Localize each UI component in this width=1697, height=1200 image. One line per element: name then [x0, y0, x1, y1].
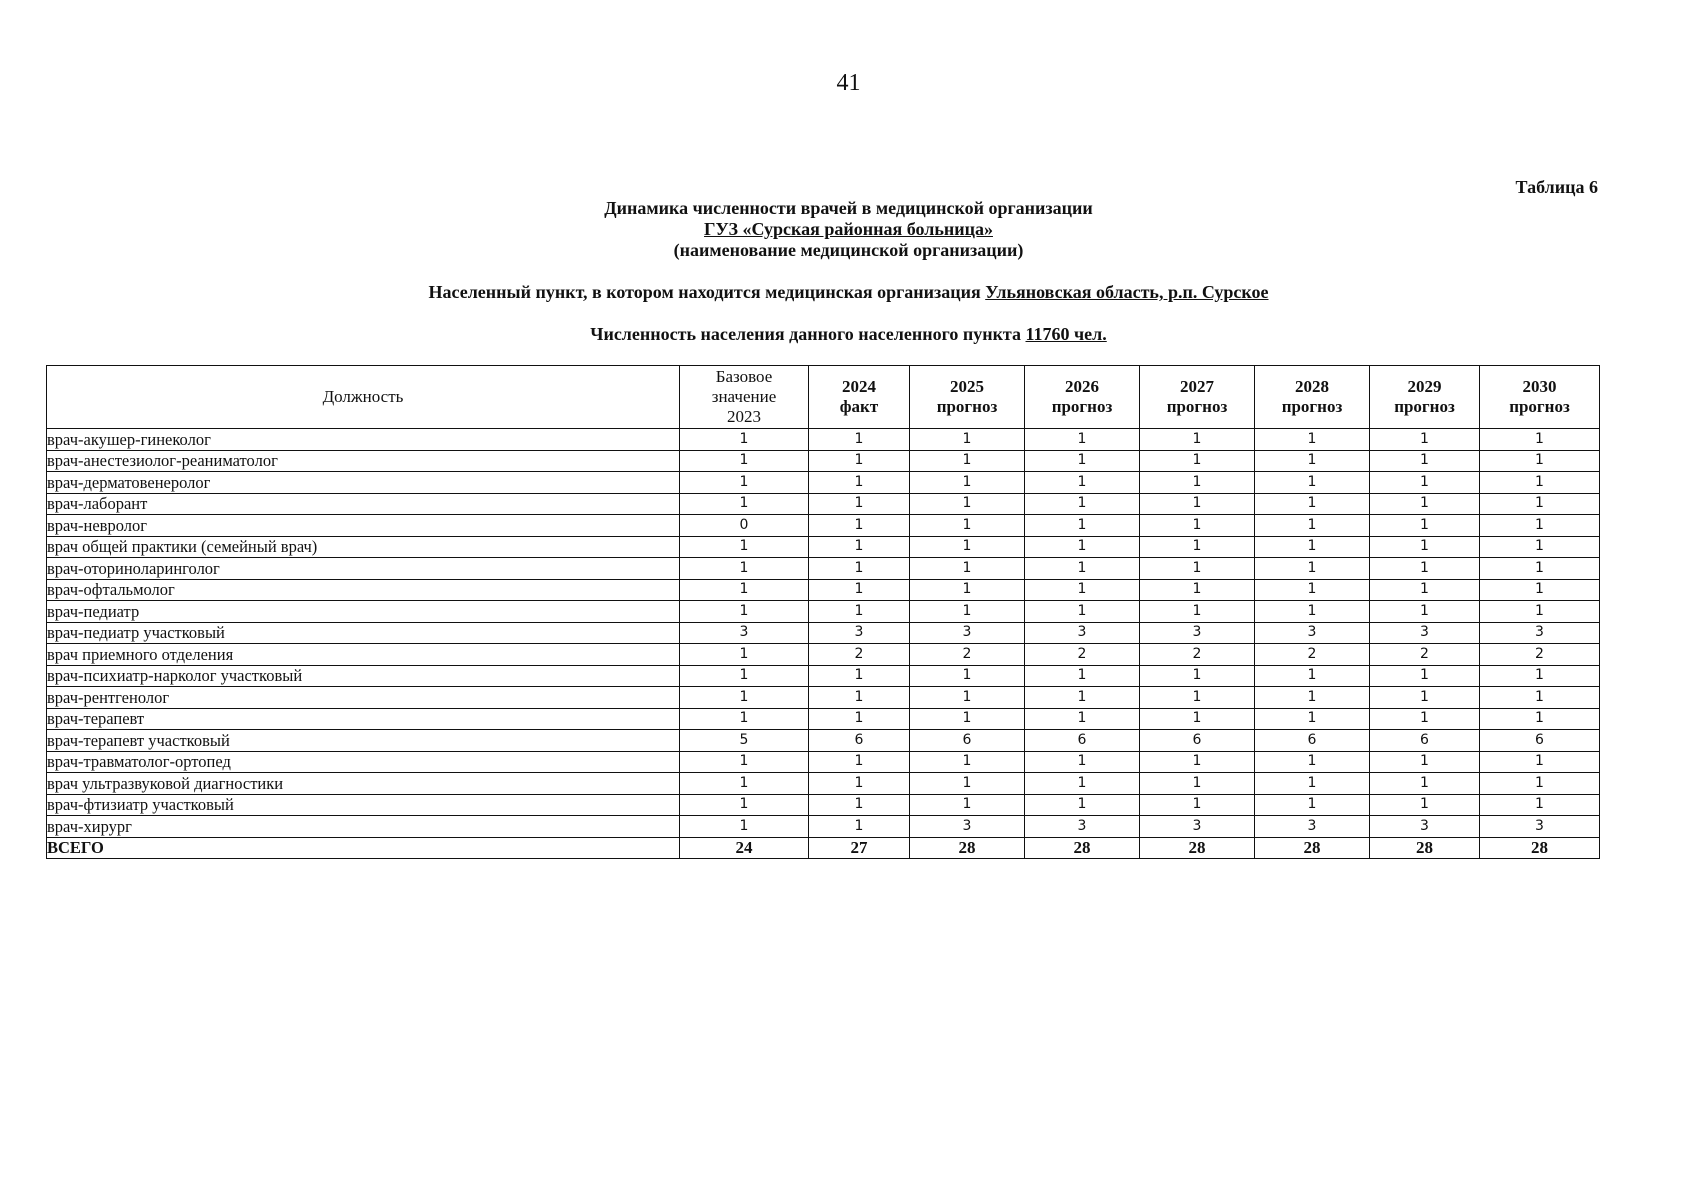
- value-cell: 3: [1480, 622, 1600, 644]
- value-cell: 1: [1255, 429, 1370, 451]
- position-cell: врач-лаборант: [47, 493, 680, 515]
- table-row: [47, 601, 1600, 623]
- value-cell: 1: [1025, 493, 1140, 515]
- value-cell: 1: [1480, 450, 1600, 472]
- value-cell: 1: [680, 751, 809, 773]
- value-cell: 1: [1255, 558, 1370, 580]
- value-cell: 1: [809, 515, 910, 537]
- value-cell: 1: [809, 708, 910, 730]
- table-row: [47, 708, 1600, 730]
- value-cell: 3: [1140, 816, 1255, 838]
- value-cell: 1: [910, 708, 1025, 730]
- position-cell: врач-терапевт: [47, 708, 680, 730]
- value-cell: 1: [1025, 429, 1140, 451]
- table-row: [47, 816, 1600, 838]
- table-row: [47, 751, 1600, 773]
- position-cell: врач-невролог: [47, 515, 680, 537]
- value-cell: 1: [809, 429, 910, 451]
- value-cell: 3: [1480, 816, 1600, 838]
- value-cell: 2: [1370, 644, 1480, 666]
- table-row: [47, 665, 1600, 687]
- value-cell: 1: [1140, 687, 1255, 709]
- value-cell: 1: [1140, 751, 1255, 773]
- value-cell: 1: [910, 536, 1025, 558]
- position-cell: врач общей практики (семейный врач): [47, 536, 680, 558]
- page-number: 41: [836, 70, 861, 96]
- value-cell: 1: [1370, 536, 1480, 558]
- value-cell: 1: [910, 429, 1025, 451]
- value-cell: 1: [1255, 773, 1370, 795]
- position-cell: врач-травматолог-ортопед: [47, 751, 680, 773]
- value-cell: 1: [1480, 515, 1600, 537]
- header-year-2029: 2029 прогноз: [1370, 366, 1480, 429]
- value-cell: 1: [1025, 687, 1140, 709]
- value-cell: 1: [1370, 515, 1480, 537]
- value-cell: 1: [680, 794, 809, 816]
- value-cell: 1: [1255, 536, 1370, 558]
- population-label: Численность населения данного населенного пункта: [590, 324, 1021, 344]
- table-row: [47, 644, 1600, 666]
- doctors-table: [46, 365, 1600, 859]
- value-cell: 1: [809, 751, 910, 773]
- table-row: [47, 536, 1600, 558]
- value-cell: 1: [1140, 558, 1255, 580]
- value-cell: 2: [1480, 644, 1600, 666]
- value-cell: 1: [680, 579, 809, 601]
- value-cell: 1: [809, 773, 910, 795]
- table-row: [47, 730, 1600, 752]
- value-cell: 1: [1370, 558, 1480, 580]
- value-cell: 1: [1255, 493, 1370, 515]
- table-header-row: [47, 366, 1600, 429]
- value-cell: 1: [1140, 579, 1255, 601]
- value-cell: 1: [680, 708, 809, 730]
- value-cell: 1: [680, 536, 809, 558]
- position-cell: врач-фтизиатр участковый: [47, 794, 680, 816]
- position-cell: врач-дерматовенеролог: [47, 472, 680, 494]
- position-cell: врач-оториноларинголог: [47, 558, 680, 580]
- value-cell: 1: [809, 794, 910, 816]
- value-cell: 1: [1140, 665, 1255, 687]
- position-cell: врач-анестезиолог-реаниматолог: [47, 450, 680, 472]
- header-year-2030: 2030 прогноз: [1480, 366, 1600, 429]
- total-value-cell: 28: [1140, 837, 1255, 859]
- value-cell: 3: [1255, 622, 1370, 644]
- value-cell: 1: [1480, 429, 1600, 451]
- value-cell: 1: [1255, 579, 1370, 601]
- header-year-2024: 2024 факт: [809, 366, 910, 429]
- value-cell: 2: [1140, 644, 1255, 666]
- value-cell: 2: [1025, 644, 1140, 666]
- value-cell: 1: [680, 450, 809, 472]
- value-cell: 1: [809, 665, 910, 687]
- value-cell: 1: [1025, 751, 1140, 773]
- value-cell: 3: [1370, 622, 1480, 644]
- value-cell: 1: [1140, 472, 1255, 494]
- value-cell: 1: [809, 536, 910, 558]
- value-cell: 1: [680, 472, 809, 494]
- value-cell: 1: [1025, 515, 1140, 537]
- value-cell: 1: [1480, 558, 1600, 580]
- header-position: Должность: [47, 366, 680, 429]
- value-cell: 1: [680, 644, 809, 666]
- value-cell: 6: [1140, 730, 1255, 752]
- total-value-cell: 28: [1255, 837, 1370, 859]
- value-cell: 3: [1025, 816, 1140, 838]
- header-year-2027: 2027 прогноз: [1140, 366, 1255, 429]
- value-cell: 1: [1480, 665, 1600, 687]
- value-cell: 3: [1140, 622, 1255, 644]
- organization-name: ГУЗ «Сурская районная больница»: [704, 219, 993, 239]
- value-cell: 1: [1140, 773, 1255, 795]
- value-cell: 2: [910, 644, 1025, 666]
- table-row: [47, 622, 1600, 644]
- value-cell: 3: [910, 622, 1025, 644]
- value-cell: 1: [1140, 493, 1255, 515]
- value-cell: 1: [910, 515, 1025, 537]
- table-row: [47, 558, 1600, 580]
- value-cell: 1: [910, 579, 1025, 601]
- value-cell: 2: [809, 644, 910, 666]
- value-cell: 1: [1370, 773, 1480, 795]
- value-cell: 1: [910, 450, 1025, 472]
- header-base: Базовое значение 2023: [680, 366, 809, 429]
- value-cell: 1: [1480, 472, 1600, 494]
- position-cell: врач-хирург: [47, 816, 680, 838]
- value-cell: 1: [1025, 558, 1140, 580]
- value-cell: 1: [910, 601, 1025, 623]
- value-cell: 1: [1480, 773, 1600, 795]
- value-cell: 1: [1480, 579, 1600, 601]
- table-row: [47, 773, 1600, 795]
- value-cell: 1: [680, 773, 809, 795]
- location-value: Ульяновская область, р.п. Сурское: [985, 282, 1269, 302]
- value-cell: 1: [910, 493, 1025, 515]
- total-value-cell: 27: [809, 837, 910, 859]
- value-cell: 1: [809, 816, 910, 838]
- value-cell: 1: [1370, 708, 1480, 730]
- value-cell: 6: [1480, 730, 1600, 752]
- value-cell: 1: [1255, 601, 1370, 623]
- value-cell: 1: [1255, 751, 1370, 773]
- value-cell: 1: [1025, 450, 1140, 472]
- total-value-cell: 28: [1370, 837, 1480, 859]
- value-cell: 3: [1255, 816, 1370, 838]
- value-cell: 3: [680, 622, 809, 644]
- value-cell: 1: [1025, 601, 1140, 623]
- position-cell: врач-офтальмолог: [47, 579, 680, 601]
- value-cell: 1: [1025, 665, 1140, 687]
- value-cell: 1: [809, 450, 910, 472]
- table-row: [47, 687, 1600, 709]
- value-cell: 1: [1370, 472, 1480, 494]
- value-cell: 1: [1480, 751, 1600, 773]
- value-cell: 1: [1140, 794, 1255, 816]
- total-value-cell: 28: [1025, 837, 1140, 859]
- value-cell: 3: [1370, 816, 1480, 838]
- value-cell: 3: [809, 622, 910, 644]
- value-cell: 1: [809, 558, 910, 580]
- value-cell: 1: [1370, 687, 1480, 709]
- value-cell: 1: [1140, 536, 1255, 558]
- value-cell: 1: [910, 794, 1025, 816]
- value-cell: 1: [809, 472, 910, 494]
- value-cell: 1: [809, 601, 910, 623]
- value-cell: 1: [1480, 493, 1600, 515]
- value-cell: 1: [910, 751, 1025, 773]
- table-total-row: [47, 837, 1600, 859]
- value-cell: 1: [680, 601, 809, 623]
- value-cell: 1: [680, 816, 809, 838]
- header-year-2028: 2028 прогноз: [1255, 366, 1370, 429]
- population-value: 11760 чел.: [1025, 324, 1107, 344]
- value-cell: 1: [1255, 794, 1370, 816]
- position-cell: врач-психиатр-нарколог участковый: [47, 665, 680, 687]
- title-line: Динамика численности врачей в медицинской организации: [604, 198, 1093, 218]
- value-cell: 1: [1140, 708, 1255, 730]
- value-cell: 1: [1025, 773, 1140, 795]
- value-cell: 1: [1025, 794, 1140, 816]
- value-cell: 1: [1370, 450, 1480, 472]
- value-cell: 1: [1480, 536, 1600, 558]
- value-cell: 3: [1025, 622, 1140, 644]
- value-cell: 1: [1370, 665, 1480, 687]
- value-cell: 0: [680, 515, 809, 537]
- value-cell: 6: [1025, 730, 1140, 752]
- value-cell: 1: [910, 472, 1025, 494]
- position-cell: врач-акушер-гинеколог: [47, 429, 680, 451]
- value-cell: 1: [1025, 708, 1140, 730]
- value-cell: 1: [1370, 493, 1480, 515]
- total-value-cell: 24: [680, 837, 809, 859]
- value-cell: 1: [1025, 472, 1140, 494]
- header-year-2025: 2025 прогноз: [910, 366, 1025, 429]
- value-cell: 1: [910, 558, 1025, 580]
- position-cell: врач приемного отделения: [47, 644, 680, 666]
- value-cell: 1: [809, 579, 910, 601]
- table-row: [47, 515, 1600, 537]
- value-cell: 3: [910, 816, 1025, 838]
- value-cell: 1: [910, 773, 1025, 795]
- location-label: Населенный пункт, в котором находится медицинская организация: [428, 282, 981, 302]
- table-title: [0, 198, 1697, 261]
- value-cell: 1: [809, 687, 910, 709]
- table-row: [47, 472, 1600, 494]
- value-cell: 1: [1370, 794, 1480, 816]
- value-cell: 1: [1255, 708, 1370, 730]
- population-line: [0, 324, 1697, 345]
- value-cell: 1: [1140, 601, 1255, 623]
- value-cell: 1: [1480, 708, 1600, 730]
- table-row: [47, 493, 1600, 515]
- value-cell: 1: [680, 665, 809, 687]
- position-cell: врач-терапевт участковый: [47, 730, 680, 752]
- organization-note: (наименование медицинской организации): [673, 240, 1024, 260]
- position-cell: врач-педиатр: [47, 601, 680, 623]
- table-row: [47, 429, 1600, 451]
- value-cell: 1: [1370, 751, 1480, 773]
- value-cell: 1: [1480, 687, 1600, 709]
- value-cell: 1: [1255, 472, 1370, 494]
- value-cell: 1: [1140, 450, 1255, 472]
- value-cell: 1: [1255, 450, 1370, 472]
- value-cell: 1: [809, 493, 910, 515]
- table-body: [47, 429, 1600, 859]
- total-label: ВСЕГО: [47, 837, 680, 859]
- value-cell: 1: [1255, 687, 1370, 709]
- value-cell: 1: [680, 493, 809, 515]
- value-cell: 1: [1370, 579, 1480, 601]
- table-row: [47, 794, 1600, 816]
- table-row: [47, 579, 1600, 601]
- value-cell: 1: [1140, 429, 1255, 451]
- value-cell: 1: [680, 558, 809, 580]
- value-cell: 1: [910, 687, 1025, 709]
- value-cell: 1: [1255, 665, 1370, 687]
- value-cell: 1: [680, 687, 809, 709]
- value-cell: 1: [680, 429, 809, 451]
- table-caption: Таблица 6: [1515, 177, 1598, 197]
- total-value-cell: 28: [910, 837, 1025, 859]
- location-line: [0, 282, 1697, 303]
- position-cell: врач ультразвуковой диагностики: [47, 773, 680, 795]
- position-cell: врач-педиатр участковый: [47, 622, 680, 644]
- value-cell: 2: [1255, 644, 1370, 666]
- value-cell: 1: [910, 665, 1025, 687]
- value-cell: 6: [1370, 730, 1480, 752]
- total-value-cell: 28: [1480, 837, 1600, 859]
- value-cell: 1: [1025, 536, 1140, 558]
- value-cell: 1: [1370, 601, 1480, 623]
- value-cell: 1: [1480, 794, 1600, 816]
- value-cell: 6: [910, 730, 1025, 752]
- value-cell: 6: [809, 730, 910, 752]
- value-cell: 1: [1370, 429, 1480, 451]
- value-cell: 1: [1025, 579, 1140, 601]
- table-row: [47, 450, 1600, 472]
- value-cell: 1: [1140, 515, 1255, 537]
- value-cell: 1: [1255, 515, 1370, 537]
- header-year-2026: 2026 прогноз: [1025, 366, 1140, 429]
- position-cell: врач-рентгенолог: [47, 687, 680, 709]
- value-cell: 1: [1480, 601, 1600, 623]
- value-cell: 6: [1255, 730, 1370, 752]
- value-cell: 5: [680, 730, 809, 752]
